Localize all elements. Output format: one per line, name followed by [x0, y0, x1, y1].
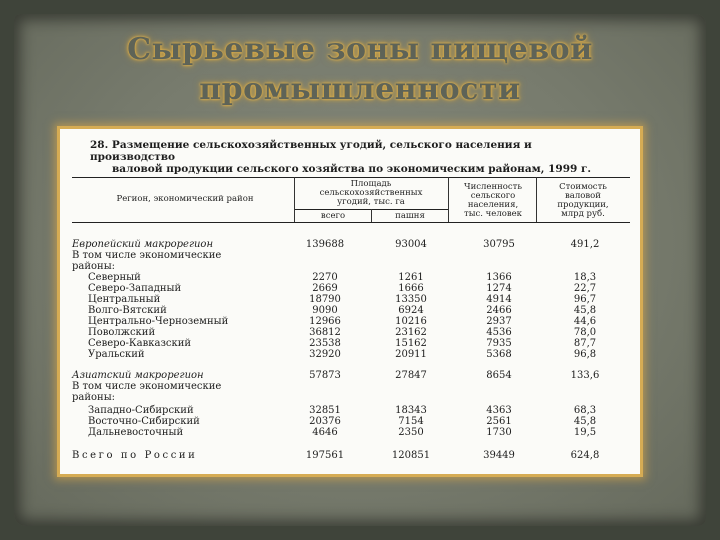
cell-value: 491,2 [570, 239, 600, 250]
cell-population: 30795 [483, 239, 515, 250]
cell-area-total: 32920 [309, 349, 341, 360]
cell-area-arable: 18343 [395, 405, 427, 416]
table-row [72, 283, 632, 294]
header-area-arable: пашня [395, 211, 425, 221]
table-image-frame [57, 126, 643, 477]
cell-population: 8654 [486, 370, 512, 381]
cell-area-arable: 23162 [395, 327, 427, 338]
column-divider [294, 177, 295, 222]
row-label: Дальневосточный [88, 427, 184, 438]
table-row [72, 239, 632, 250]
cell-value: 68,3 [573, 405, 597, 416]
table-row [72, 416, 632, 427]
cell-population: 4536 [486, 327, 512, 338]
row-label: В том числе экономические [72, 381, 222, 392]
header-area-line: угодий, тыс. га [337, 197, 405, 207]
row-label: Северный [88, 272, 141, 283]
cell-area-arable: 1666 [398, 283, 424, 294]
cell-population: 1366 [486, 272, 512, 283]
table-row [72, 392, 632, 403]
row-label: районы: [72, 392, 116, 403]
cell-value: 87,7 [573, 338, 597, 349]
header-population-line: тыс. человек [464, 209, 522, 219]
table-row [72, 261, 632, 272]
cell-value: 96,8 [573, 349, 597, 360]
cell-area-total: 197561 [305, 450, 345, 461]
cell-area-arable: 2350 [398, 427, 424, 438]
row-label: Уральский [88, 349, 145, 360]
row-label: В том числе экономические [72, 250, 222, 261]
cell-value: 133,6 [570, 370, 600, 381]
table-title [90, 139, 610, 175]
cell-area-arable: 120851 [391, 450, 431, 461]
cell-area-arable: 27847 [395, 370, 427, 381]
row-label: Центральный [88, 294, 161, 305]
cell-area-total: 20376 [309, 416, 341, 427]
cell-value: 96,7 [573, 294, 597, 305]
row-label: Поволжский [88, 327, 156, 338]
cell-value: 44,6 [573, 316, 597, 327]
slide-title-line-1: Сырьевые зоны пищевой [127, 32, 593, 67]
cell-population: 7935 [486, 338, 512, 349]
statistics-table [60, 129, 640, 474]
cell-population: 1274 [486, 283, 512, 294]
table-row [72, 305, 632, 316]
cell-value: 22,7 [573, 283, 597, 294]
row-label: Северо-Западный [88, 283, 182, 294]
cell-value: 45,8 [573, 305, 597, 316]
cell-area-total: 12966 [309, 316, 341, 327]
header-area-line: Площадь [350, 179, 392, 189]
cell-value: 19,5 [573, 427, 597, 438]
cell-population: 2466 [486, 305, 512, 316]
cell-area-total: 32851 [309, 405, 341, 416]
row-label: Азиатский макрорегион [72, 370, 204, 381]
cell-population: 2937 [486, 316, 512, 327]
cell-area-total: 36812 [309, 327, 341, 338]
header-population-line: Численность [464, 182, 522, 192]
cell-value: 624,8 [570, 450, 600, 461]
column-divider [536, 177, 537, 222]
header-area-total: всего [320, 211, 346, 221]
cell-population: 4363 [486, 405, 512, 416]
row-label: Всего по России [72, 450, 198, 461]
table-title-line-1: 28. Размещение сельскохозяйственных угодий, сельского населения и производство [90, 139, 532, 163]
table-row [72, 338, 632, 349]
table-row [72, 272, 632, 283]
table-title-line-2: валовой продукции сельского хозяйства по экономическим районам, 1999 г. [112, 163, 592, 175]
cell-population: 39449 [483, 450, 515, 461]
cell-area-total: 139688 [305, 239, 345, 250]
cell-area-arable: 93004 [395, 239, 427, 250]
row-label: Центрально-Черноземный [88, 316, 229, 327]
cell-area-total: 57873 [309, 370, 341, 381]
header-value-line: продукции, [557, 200, 609, 210]
table-row [72, 381, 632, 392]
table-row [72, 250, 632, 261]
cell-area-arable: 20911 [395, 349, 427, 360]
row-label: Восточно-Сибирский [88, 416, 200, 427]
row-label: Северо-Кавказский [88, 338, 192, 349]
cell-area-arable: 15162 [395, 338, 427, 349]
slide-title [0, 30, 720, 110]
header-bottom-rule [72, 222, 630, 223]
header-population-line: сельского [470, 191, 516, 201]
cell-area-arable: 10216 [395, 316, 427, 327]
cell-value: 45,8 [573, 416, 597, 427]
table-row [72, 405, 632, 416]
header-value-line: млрд руб. [561, 209, 605, 219]
cell-area-arable: 6924 [398, 305, 424, 316]
cell-area-arable: 13350 [395, 294, 427, 305]
table-row [72, 316, 632, 327]
cell-population: 1730 [486, 427, 512, 438]
cell-population: 5368 [486, 349, 512, 360]
table-row-total [72, 450, 632, 461]
row-label: Волго-Вятский [88, 305, 167, 316]
column-divider [448, 177, 449, 222]
table-row [72, 427, 632, 438]
cell-area-total: 2669 [312, 283, 338, 294]
header-population-line: населения, [467, 200, 519, 210]
cell-population: 2561 [486, 416, 512, 427]
table-row [72, 370, 632, 381]
column-divider [371, 209, 372, 222]
row-label: Европейский макрорегион [72, 239, 214, 250]
cell-area-total: 2270 [312, 272, 338, 283]
row-label: районы: [72, 261, 116, 272]
cell-area-arable: 1261 [398, 272, 424, 283]
header-region: Регион, экономический район [116, 194, 254, 204]
header-population [450, 183, 536, 219]
header-value-line: валовой [565, 191, 601, 201]
header-top-rule [72, 177, 630, 178]
cell-area-total: 4646 [312, 427, 338, 438]
header-value [538, 183, 628, 219]
cell-area-total: 18790 [309, 294, 341, 305]
header-value-line: Стоимость [559, 182, 607, 192]
header-area-group [296, 180, 446, 207]
cell-area-arable: 7154 [398, 416, 424, 427]
cell-population: 4914 [486, 294, 512, 305]
cell-value: 78,0 [573, 327, 597, 338]
header-area-line: сельскохозяйственных [319, 188, 423, 198]
table-row [72, 349, 632, 360]
cell-value: 18,3 [573, 272, 597, 283]
cell-area-total: 23538 [309, 338, 341, 349]
row-label: Западно-Сибирский [88, 405, 194, 416]
cell-area-total: 9090 [312, 305, 338, 316]
slide-title-line-2: промышленности [199, 72, 521, 107]
table-row [72, 327, 632, 338]
table-row [72, 294, 632, 305]
